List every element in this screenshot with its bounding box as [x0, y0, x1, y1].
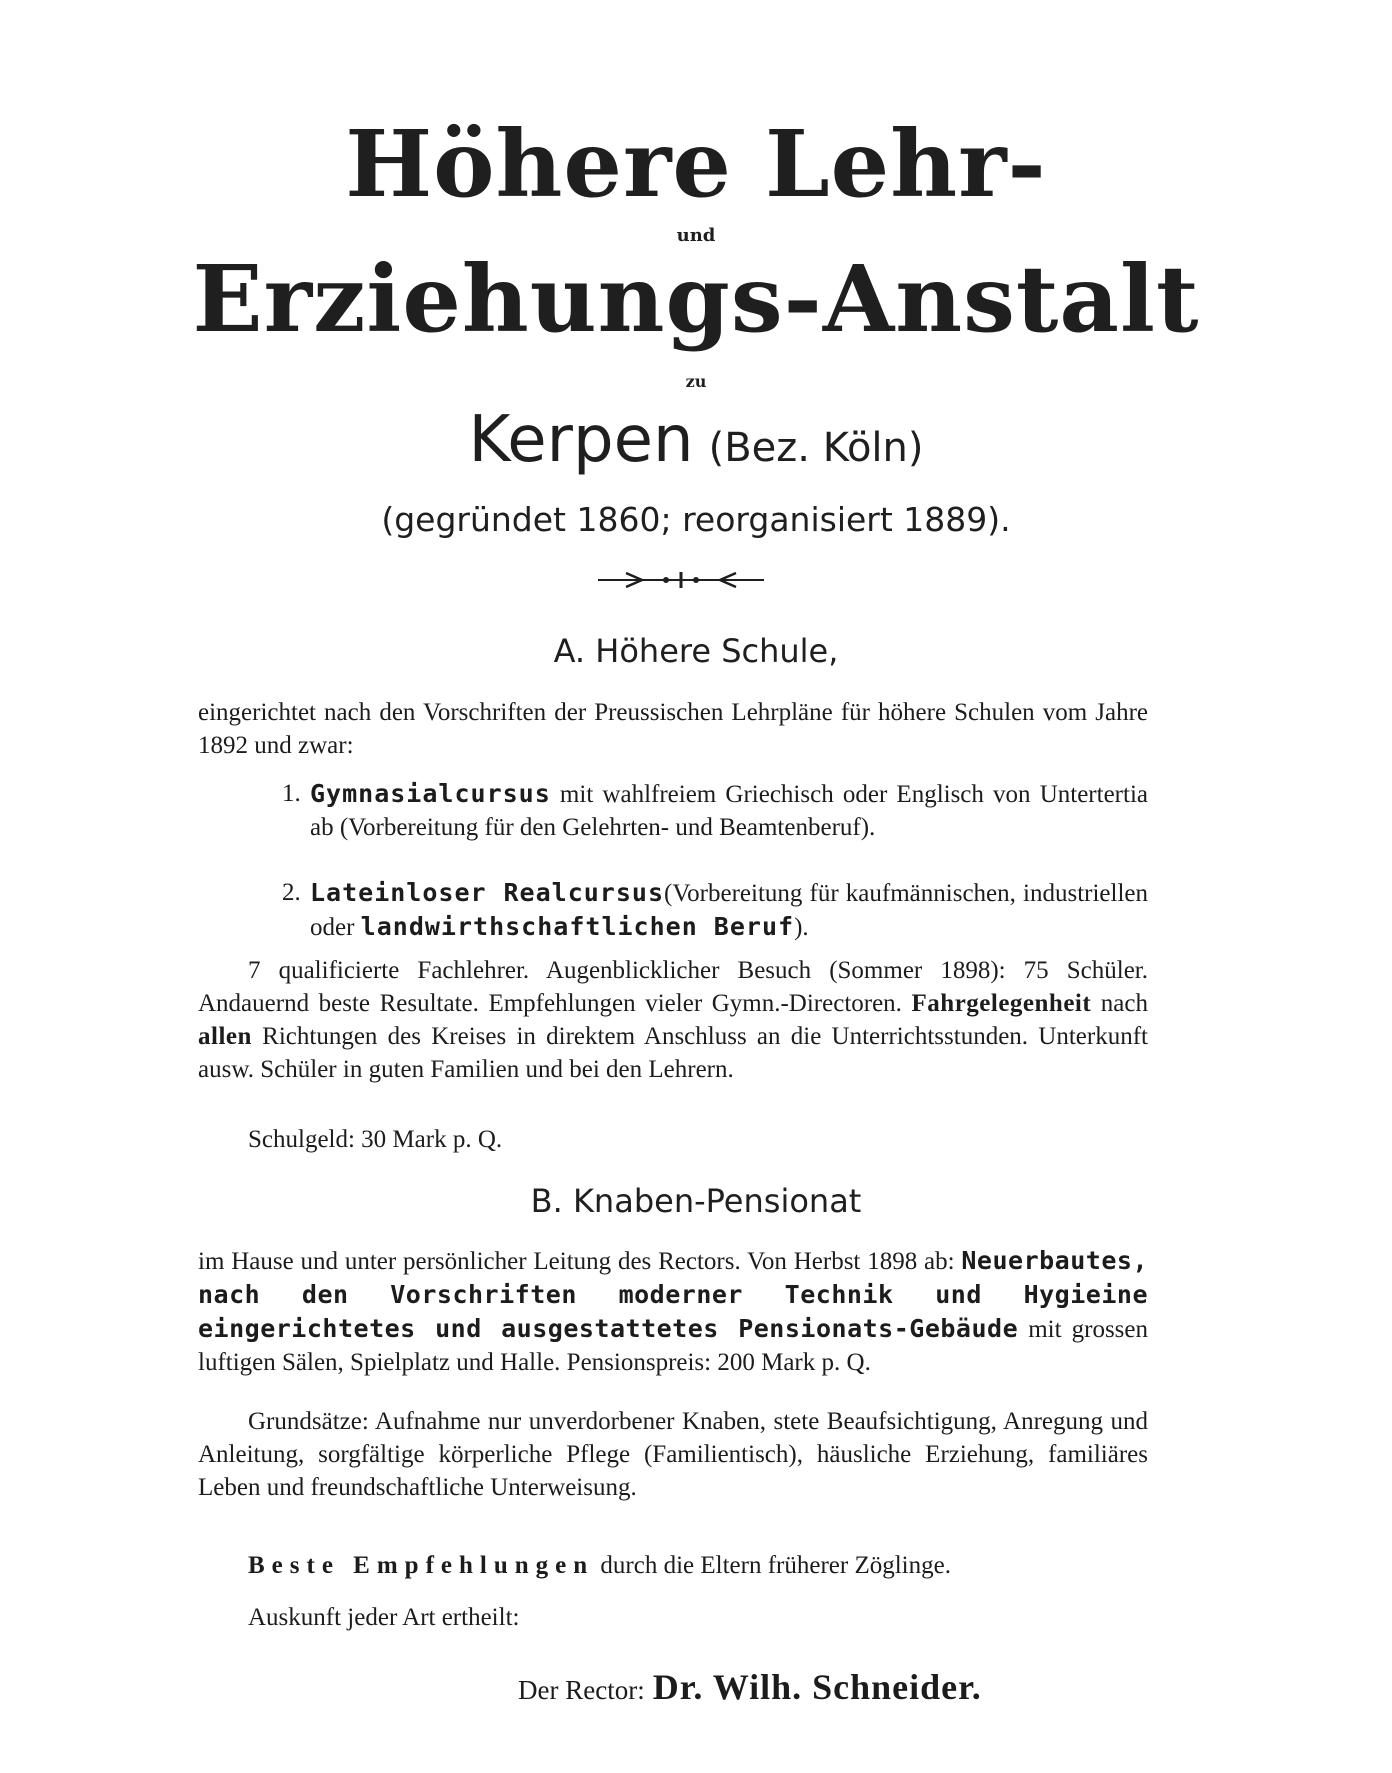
section-b-principles: [198, 1405, 1148, 1504]
section-a-paragraph: [198, 954, 1148, 1086]
paragraph-text: nach: [1091, 990, 1148, 1017]
course-name: Lateinloser Realcursus: [310, 878, 665, 907]
title-connector-und: und: [676, 225, 716, 246]
signature-line: [518, 1666, 982, 1708]
list-item: [282, 777, 1148, 844]
list-number: 1.: [282, 780, 301, 807]
recommendation-rest: durch die Eltern früherer Zöglinge.: [594, 1552, 951, 1579]
school-fee: Schulgeld: 30 Mark p. Q.: [248, 1126, 503, 1153]
ornament-divider-icon: [596, 567, 766, 593]
course-emphasis: landwirthschaftlichen Beruf: [360, 912, 795, 941]
principles-text: Grundsätze: Aufnahme nur unverdorbener Knaben, stete Beaufsichtigung, Anregung und Anleitung, sorgfältige körperliche Pflege (Familientisch), häusliche Erziehung, familiäres Leben und freundschaftliche Unterweisung.: [198, 1408, 1148, 1501]
list-number: 2.: [282, 879, 301, 906]
recommendation-spaced: Beste Empfehlungen: [248, 1552, 595, 1579]
section-b-paragraph: [198, 1244, 1148, 1379]
section-a-intro: eingerichtet nach den Vorschriften der Preussischen Lehrpläne für höhere Schulen vom Jahre 1892 und zwar:: [198, 699, 1148, 759]
place-sub: (Bez. Köln): [708, 425, 924, 471]
course-name: Gymnasialcursus: [310, 779, 551, 808]
title-line-1: Höhere Lehr-: [345, 110, 1047, 218]
place-name: [0, 403, 1392, 477]
course-description-end: ).: [794, 914, 809, 941]
information-line: Auskunft jeder Art ertheilt:: [248, 1604, 520, 1631]
paragraph-text: im Hause und unter persönlicher Leitung des Rectors. Von Herbst 1898 ab:: [198, 1248, 962, 1275]
signature-name: Dr. Wilh. Schneider.: [652, 1667, 982, 1707]
paragraph-emphasis: Fahrgelegenheit: [911, 990, 1092, 1017]
paragraph-text: mit grossen luftigen Sälen, Spielplatz und Halle. Pensionspreis: 200 Mark p. Q.: [198, 1316, 1149, 1376]
course-description: (Vorbereitung für kaufmännischen, industriellen oder: [310, 880, 1148, 941]
signature-prefix: Der Rector:: [518, 1675, 645, 1705]
paragraph-text: Richtungen des Kreises in direktem Anschluss an die Unterrichtsstunden. Unterkunft ausw. Schüler in guten Familien und bei den Lehrern.: [198, 1023, 1148, 1083]
title-line-2: Erziehungs-Anstalt: [192, 245, 1200, 353]
founded-line: (gegründet 1860; reorganisiert 1889).: [381, 500, 1011, 539]
paragraph-emphasis: allen: [198, 1023, 252, 1050]
section-a-heading: A. Höhere Schule,: [553, 632, 839, 670]
list-item: [282, 876, 1148, 944]
paragraph-text: 7 qualificierte Fachlehrer. Augenblicklicher Besuch (Sommer 1898): 75 Schüler. Andauernd beste Resultate. Empfehlungen vieler Gymn.-Directoren.: [198, 957, 1148, 1017]
paragraph-emphasis: Neuerbautes, nach den Vorschriften moderner Technik und Hygieine eingerichtetes und ausgestattetes Pensionats-Gebäude: [198, 1246, 1148, 1343]
title-connector-zu: zu: [685, 372, 707, 391]
course-description: mit wahlfreiem Griechisch oder Englisch von Untertertia ab (Vorbereitung für den Gelehrten- und Beamtenberuf).: [310, 781, 1148, 841]
recommendation-line: [248, 1552, 951, 1580]
place-main: Kerpen: [468, 403, 694, 477]
section-b-heading: B. Knaben-Pensionat: [530, 1182, 862, 1220]
